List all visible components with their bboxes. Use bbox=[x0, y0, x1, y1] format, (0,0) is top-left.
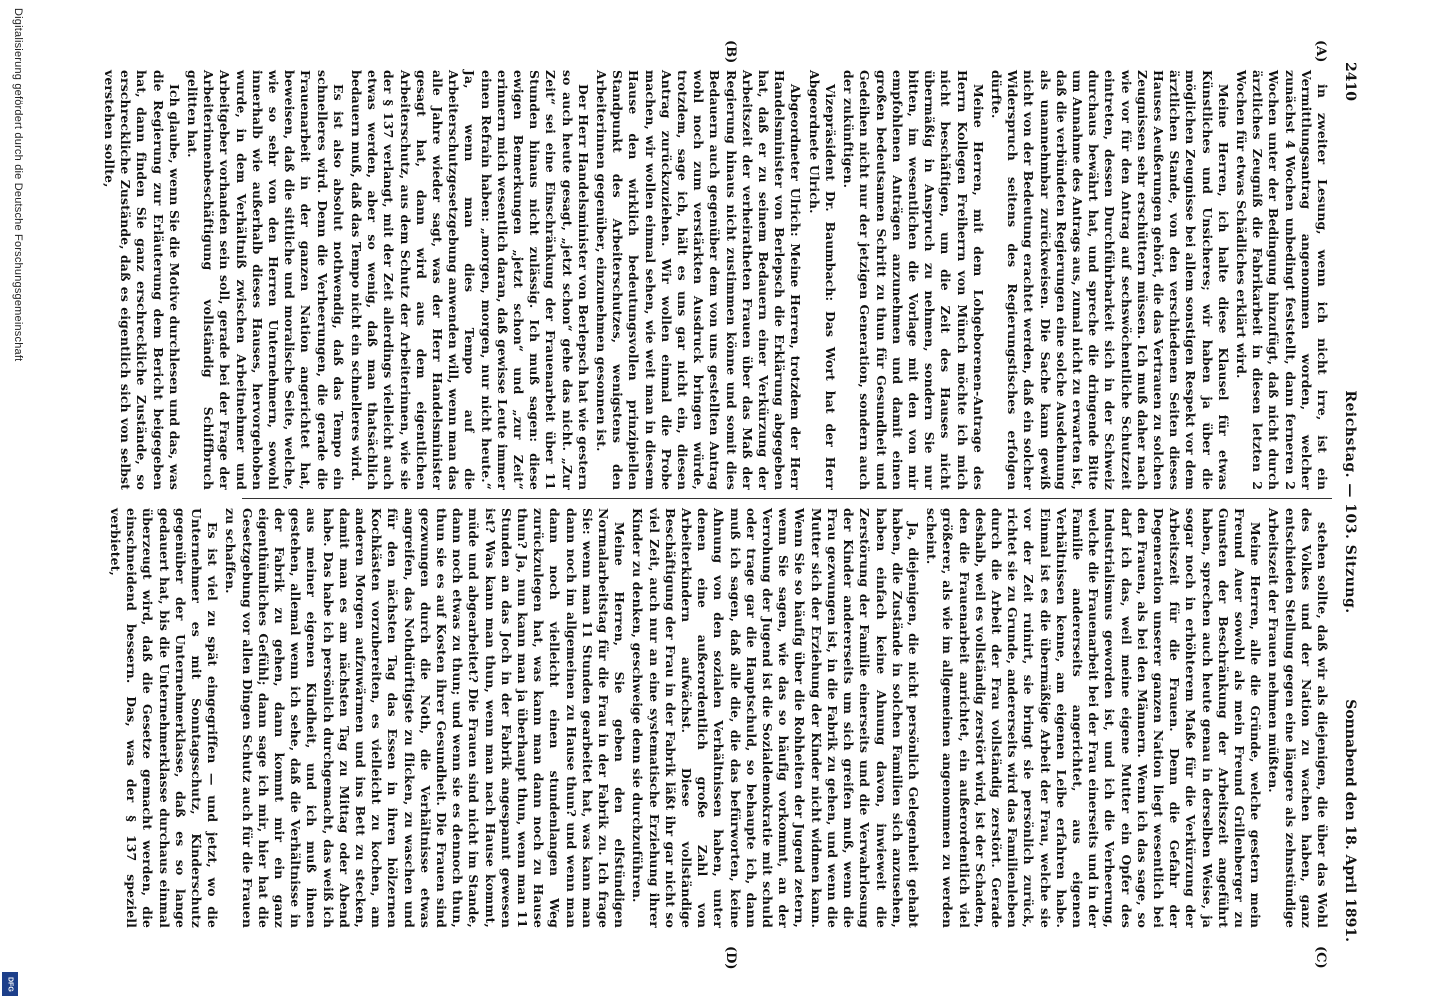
paragraph: in zweiter Lesung, wenn ich nicht irre, ist ein Vermittlungsantrag angenommen worden, welcher zunächst 4 Wochen unbedingt feststellt, dann ferneren 2 Wochen unter der Bedingung hinzufügt, daß nicht durch ärztliches Zeugniß die Fabrikarbeit in diesen letzten 2 Wochen für etwas Schädliches erklärt wird. bbox=[1233, 70, 1330, 490]
paragraph: Meine Herren, mit dem Lohgeborenen-Antrage des Herrn Kollegen Freiherrn von Münch möchte ich mich nicht beschäftigen, um die Zeit des Hauses nicht übermäßig in Anspruch zu nehmen, sondern Sie nur bitten, im wesentlichen die Vorlage mit den von mir empfohlenen Anträgen anzunehmen und damit einen großen bedeutsamen Schritt zu thun für Gesundheit und Gedeihen nicht nur der jetzigen Generation, sondern auch der zukünftigen. bbox=[841, 70, 986, 490]
paragraph: stehen sollte, daß wir als diejenigen, die über das Wohl des Volkes und der Nation zu wachen haben, ganz entschieden Stellung gegen eine längere als zehnstündige Arbeitszeit der Frauen nehmen müßten. bbox=[1266, 508, 1330, 928]
right-text-column bbox=[107, 508, 1330, 928]
digitization-footer bbox=[4, 0, 32, 1000]
margin-mark-a: (A) bbox=[1313, 40, 1328, 63]
paragraph: Vizepräsident Dr. Baumbach: Das Wort hat der Herr Abgeordnete Ulrich. bbox=[806, 70, 838, 490]
dfg-logo-text: DFG bbox=[6, 976, 14, 992]
page-title: Reichstag. — 103. Sitzung. bbox=[1342, 390, 1358, 614]
paragraph: Der Herr Handelsminister von Berlepsch hat wie gestern so auch heute gesagt, „jetzt schon“ gehe das nicht. „Zur Zeit“ sei eine Einschränkung der Frauenarbeit über 11 Stunden hinaus nicht zulässig. Ich muß sagen: diese ewigen Bemerkungen „jetzt schon“ und „zur Zeit“ erinnern mich wesentlich daran, daß gewisse Leute immer einen Refrain haben: „morgen, morgen, nur nicht heute.“ Ja, wenn man dies Tempo auf die Arbeiterschutzgesetzgebung anwenden will, wenn man das alle Jahre wieder sagt, was der Herr Handelsminister gesagt hat, dann wird aus dem eigentlichen Arbeiterschutz, aus dem Schutz der Arbeiterinnen, wie sie der § 137 verlangt, mit der Zeit allerdings vielleicht auch etwas werden, aber so wenig, daß man thatsächlich bedauern muß, daß das Tempo nicht ein schnelleres wird. bbox=[349, 70, 591, 490]
paragraph: Meine Herren, ich halte diese Klausel für etwas Künstliches und Unsicheres; wir haben ja über die möglichen Zeugnisse bei allem sonstigen Respekt vor dem ärztlichen Stande, von den verschiedenen Seiten dieses Hauses Aeußerungen gehört, die das Vertrauen zu solchen Zeugnissen sehr erschüttern müssen. Ich muß daher nach wie vor für den Antrag auf sechswöchentliche Schutzzeit eintreten, dessen Durchführbarkeit sich in der Schweiz durchaus bewährt hat, und spreche die dringende Bitte um Annahme des Antrags aus, zumal nicht zu erwarten ist, daß die verbündeten Regierungen eine solche Ausdehnung als unannehmbar zurückweisen. Die Sache kann gewiß nicht von der Bedeutung erachtet werden, daß ein solcher Widerspruch seitens des Regierungstisches erfolgen dürfte. bbox=[988, 70, 1231, 490]
paragraph: Ich glaube, wenn Sie die Motive durchlesen und das, was die Regierung zur Erläuterung dem Bericht beigegeben hat, dann finden Sie ganz erschreckliche Zustände, so erschreckliche Zustände, daß es eigentlich sich von selbst verstehen sollte, bbox=[101, 70, 182, 490]
paragraph: Es ist viel zu spät eingegriffen — und jetzt, wo die Unternehmer es mit Sonntagsschutz, Kinderschutz gegenüber der Unternehmerklasse, daß es so lange gedauert hat, bis die Unternehmerklasse durchaus einmal überzeugt wird, daß die Gesetze gemacht werden, die einschneidend bessern. Das, was der § 137 speziell verbietet, bbox=[107, 508, 221, 928]
column-divider bbox=[242, 498, 1332, 499]
paragraph: Abgeordneter Ulrich: Meine Herren, trotzdem der Herr Handelsminister von Berlepsch die Erklärung abgegeben hat, daß er zu seinem Bedauern einer Verkürzung der Arbeitszeit der verheiratheten Frauen über das Maß der Regierung hinaus nicht zustimmen könne und somit dies Bedauern auch gegenüber dem von uns gestellten Antrag wohl noch zum verstärkten Ausdruck bringen würde, trotzdem, sage ich, hält es uns gar nicht ein, diesen Antrag zurückzuziehen. Wir wollen einmal die Probe machen, wir wollen einmal sehen, wie weit man in diesem Hause den wirklich bedeutungsvollen prinzipiellen Standpunkt des Arbeiterschutzes, wenigstens den Arbeiterinnen gegenüber, einzunehmen gesonnen ist. bbox=[594, 70, 804, 490]
session-date: Sonnabend den 18. April 1891. bbox=[1342, 699, 1358, 942]
page-header bbox=[1332, 62, 1362, 942]
paragraph: Ja, diejenigen, die nicht persönlich Gelegenheit gehabt haben, die Zustände in solchen Familien sich anzusehen, haben einfach keine Ahnung davon, inwieweit die Zerstörung der Familie einerseits und die Verwahrlosung der Kinder andererseits um sich greifen muß, wenn die Frau gezwungen ist, in die Fabrik zu gehen, und wenn die Mutter sich der Erziehung der Kinder nicht widmen kann. Wenn Sie so häufig über die Rohheiten der Jugend zetern, wenn Sie sagen, wie das so häufig vorkommt, an der Verrohung der Jugend ist die Sozialdemokratie mit schuld oder trage gar die Hauptschuld, so behaupte ich, dann muß ich sagen, daß alle die, die das befürworten, keine Ahnung von den sozialen Verhältnissen haben, unter denen eine außerordentlich große Zahl von Arbeiterkindern aufwächst. Diese vollständige Beschäftigung der Frau in der Fabrik läßt ihr gar nicht so viel Zeit, auch nur an eine systematische Erziehung ihrer Kinder zu denken, geschweige denn sie durchzuführen. bbox=[630, 508, 921, 928]
margin-mark-b: (B) bbox=[723, 40, 738, 64]
paragraph: Meine Herren, alle die Gründe, welche gestern mein Freund Auer sowohl als mein Freund Grillenberger zu Gunsten der Beschränkung der Arbeitszeit angeführt haben, sprechen auch heute genau in derselben Weise, ja sogar noch in erhöhterem Maße für die Verkürzung der Arbeitszeit für die Frauen. Denn die Gefahr der Degeneration unserer ganzen Nation liegt wesentlich bei den Frauen, als bei den Männern. Wenn ich das sage, so darf ich das, weil meine eigene Mutter ein Opfer des Industrialismus geworden ist, und ich die Verheerung, welche die Frauenarbeit bei der Frau einerseits und in der Familie andererseits angerichtet, aus eigenen Verhältnissen kenne, am eigenen Leibe erfahren habe. Einmal ist es die übermäßige Arbeit der Frau, welche sie vor der Zeit ruinirt, sie bringt sie persönlich zurück, richtet sie zu Grunde, andererseits wird das Familienleben durch die Arbeit der Frau vollständig zerstört. Gerade deshalb, weil es vollständig zerstört wird, ist der Schaden, den die Frauenarbeit anrichtet, ein außerordentlich viel größerer, als wie im allgemeinen angenommen zu werden scheint. bbox=[924, 508, 1264, 928]
dfg-logo bbox=[2, 972, 18, 996]
digitization-credit: Digitalisierung gefördert durch die Deutsche Forschungsgemeinschaft bbox=[12, 8, 24, 362]
paragraph: Meine Herren, Sie geben den elfstündigen Normalarbeitstag für die Frau in der Fabrik zu. Ich frage Sie: wenn man 11 Stunden gearbeitet hat, was kann man dann noch im allgemeinen zu Hause thun? und wenn man dann noch vielleicht einen stundenlangen Weg zurückzulegen hat, was kann man dann noch zu Hause thun? Ja, nun kann man ja überhaupt thun, wenn man 11 Stunden an das Joch in der Fabrik angespannt gewesen ist? Was kann man thun, wenn man nach Hause kommt, müde und abgearbeitet? Die Frauen sind nicht im Stande, dann noch etwas zu thun; und wenn sie es dennoch thun, thun sie es auf Kosten ihrer Gesundheit. Die Frauen sind gezwungen durch die Noth, die Verhältnisse etwas angreifen, das Nothdürftigste zu flicken, zu waschen und für den nächsten Tag das Essen in ihren hölzernen Kochkästen vorzubereiten, es vielleicht zu kochen, am anderen Morgen aufzuwärmen und ins Bett zu stecken, damit man es am nächsten Tag zu Mittag oder Abend habe. Das habe ich persönlich durchgemacht, das weiß ich aus meiner eigenen Kindheit, und ich muß ihnen gestehen, allemal wenn ich sehe, daß die Verhältnisse in der Fabrik zu gehen, dann kommt mir ein ganz eigenthümliches Gefühl; dann sage ich mir, hier hat die Gesetzgebung vor allen Dingen Schutz auch für die Frauen zu schaffen. bbox=[223, 508, 628, 928]
page-number: 2410 bbox=[1342, 62, 1358, 101]
margin-mark-d: (D) bbox=[723, 946, 738, 970]
left-text-column bbox=[101, 70, 1330, 490]
margin-mark-c: (C) bbox=[1313, 946, 1328, 969]
paragraph: Es ist also absolut nothwendig, daß das Tempo ein schnelleres wird. Denn die Verheerungen, die gerade die Frauenarbeit in der ganzen Nation angerichtet hat, beweisen, daß die sittliche und moralische Seite, welche, wie so sehr von den Herren Unternehmern, sowohl innerhalb wie außerhalb dieses Hauses, hervorgehoben wurde, in dem Verhältniß zwischen Arbeitnehmer und Arbeitgeber vorhanden sein soll, gerade bei der Frage der Arbeiterinnenbeschäftigung vollständig Schiffbruch gelitten hat. bbox=[184, 70, 346, 490]
